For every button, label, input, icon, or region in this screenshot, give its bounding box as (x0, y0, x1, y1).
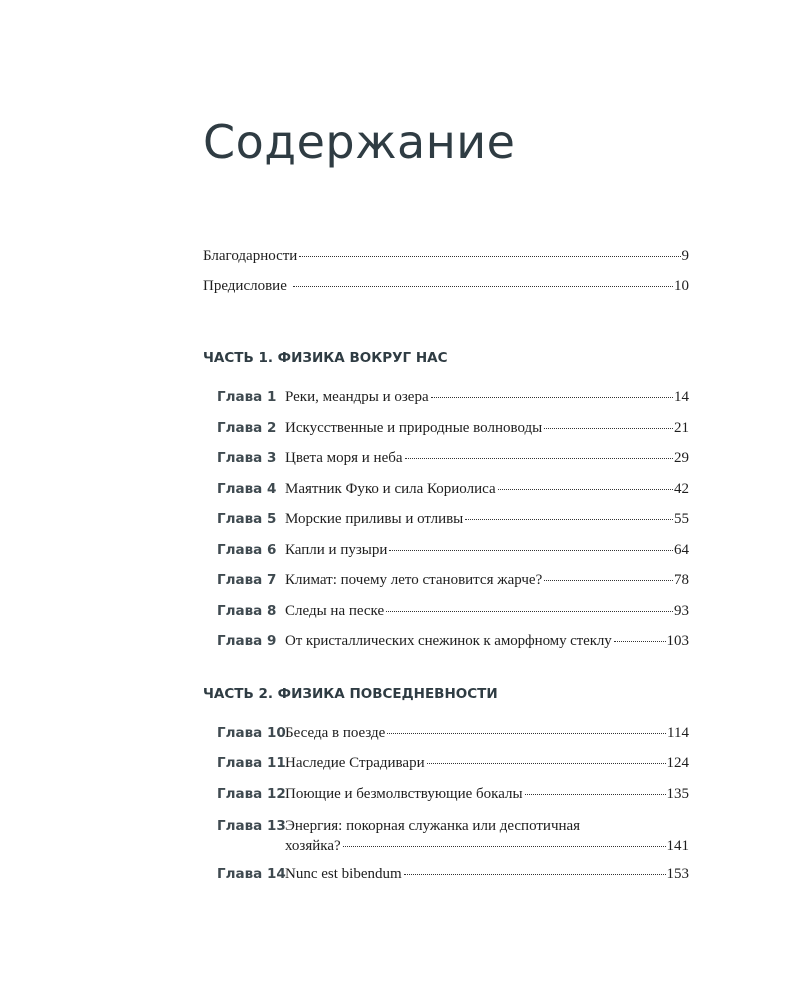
toc-entry-chapter-10[interactable] (217, 723, 689, 743)
toc-entry-page: 10 (674, 278, 689, 294)
dot-leader (404, 874, 666, 875)
chapter-page: 14 (674, 389, 689, 405)
chapter-number: Глава 3 (217, 450, 277, 466)
chapter-number: Глава 2 (217, 420, 277, 436)
chapter-number: Глава 9 (217, 633, 277, 649)
chapter-title: Реки, меандры и озера (285, 389, 429, 405)
chapter-page: 153 (666, 866, 689, 882)
dot-leader (525, 794, 666, 795)
toc-entry-chapter-8[interactable] (217, 601, 689, 621)
toc-entry-chapter-1[interactable] (217, 387, 689, 407)
part-heading-2: ЧАСТЬ 2. ФИЗИКА ПОВСЕДНЕВНОСТИ (203, 686, 498, 702)
page-title: Содержание (203, 115, 516, 169)
dot-leader (405, 458, 673, 459)
toc-entry-acknowledgements[interactable] (203, 246, 689, 266)
chapter-number: Глава 10 (217, 725, 286, 741)
chapter-page: 135 (666, 786, 689, 802)
chapter-title: Капли и пузыри (285, 542, 388, 558)
chapter-title: Nunc est bibendum (285, 866, 402, 882)
chapter-title: Поющие и безмолвствующие бокалы (285, 786, 523, 802)
dot-leader (299, 256, 680, 257)
toc-entry-chapter-12[interactable] (217, 784, 689, 804)
toc-entry-chapter-13[interactable] (217, 816, 689, 856)
chapter-page: 42 (674, 481, 689, 497)
chapter-page: 93 (674, 603, 689, 619)
chapter-page: 124 (666, 755, 689, 771)
dot-leader (544, 428, 673, 429)
toc-entry-chapter-2[interactable] (217, 418, 689, 438)
toc-entry-page: 9 (681, 248, 689, 264)
chapter-number: Глава 1 (217, 389, 277, 405)
chapter-page: 114 (667, 725, 689, 741)
dot-leader (465, 519, 673, 520)
chapter-title-line-2: хозяйка? (285, 838, 341, 854)
toc-entry-chapter-6[interactable] (217, 540, 689, 560)
toc-entry-chapter-4[interactable] (217, 479, 689, 499)
chapter-title: Наследие Страдивари (285, 755, 425, 771)
part-heading-1: ЧАСТЬ 1. ФИЗИКА ВОКРУГ НАС (203, 350, 448, 366)
toc-entry-chapter-14[interactable] (217, 864, 689, 884)
chapter-page: 64 (674, 542, 689, 558)
chapter-number: Глава 13 (217, 818, 286, 834)
chapter-number: Глава 7 (217, 572, 277, 588)
chapter-number: Глава 5 (217, 511, 277, 527)
dot-leader (614, 641, 666, 642)
toc-entry-title: Предисловие (203, 278, 291, 294)
dot-leader (293, 286, 673, 287)
toc-entry-chapter-7[interactable] (217, 570, 689, 590)
chapter-title: Маятник Фуко и сила Кориолиса (285, 481, 496, 497)
chapter-page: 29 (674, 450, 689, 466)
chapter-title: Беседа в поезде (285, 725, 386, 741)
dot-leader (498, 489, 673, 490)
chapter-title: Климат: почему лето становится жарче? (285, 572, 543, 588)
chapter-title: Морские приливы и отливы (285, 511, 464, 527)
chapter-number: Глава 8 (217, 603, 277, 619)
chapter-number: Глава 14 (217, 866, 286, 882)
toc-entry-chapter-11[interactable] (217, 753, 689, 773)
toc-entry-chapter-3[interactable] (217, 448, 689, 468)
chapter-title: Искусственные и природные волноводы (285, 420, 543, 436)
toc-entry-preface[interactable] (203, 276, 689, 296)
dot-leader (389, 550, 673, 551)
dot-leader (427, 763, 666, 764)
chapter-page: 55 (674, 511, 689, 527)
chapter-title: Цвета моря и неба (285, 450, 403, 466)
chapter-number: Глава 4 (217, 481, 277, 497)
chapter-number: Глава 12 (217, 786, 286, 802)
chapter-page: 141 (666, 838, 689, 854)
chapter-title: Следы на песке (285, 603, 385, 619)
toc-entry-title: Благодарности (203, 248, 298, 264)
chapter-number: Глава 6 (217, 542, 277, 558)
chapter-title-line-1: Энергия: покорная служанка или деспотичная (285, 818, 581, 834)
dot-leader (386, 611, 673, 612)
dot-leader (544, 580, 673, 581)
chapter-page: 78 (674, 572, 689, 588)
chapter-title-block (285, 816, 689, 856)
toc-entry-chapter-5[interactable] (217, 509, 689, 529)
dot-leader (431, 397, 673, 398)
chapter-title: От кристаллических снежинок к аморфному стеклу (285, 633, 612, 649)
toc-entry-chapter-9[interactable] (217, 631, 689, 651)
chapter-title-line-2-row (217, 836, 689, 856)
chapter-page: 103 (666, 633, 689, 649)
chapter-number: Глава 11 (217, 755, 286, 771)
dot-leader (387, 733, 666, 734)
dot-leader (343, 846, 666, 847)
chapter-page: 21 (674, 420, 689, 436)
